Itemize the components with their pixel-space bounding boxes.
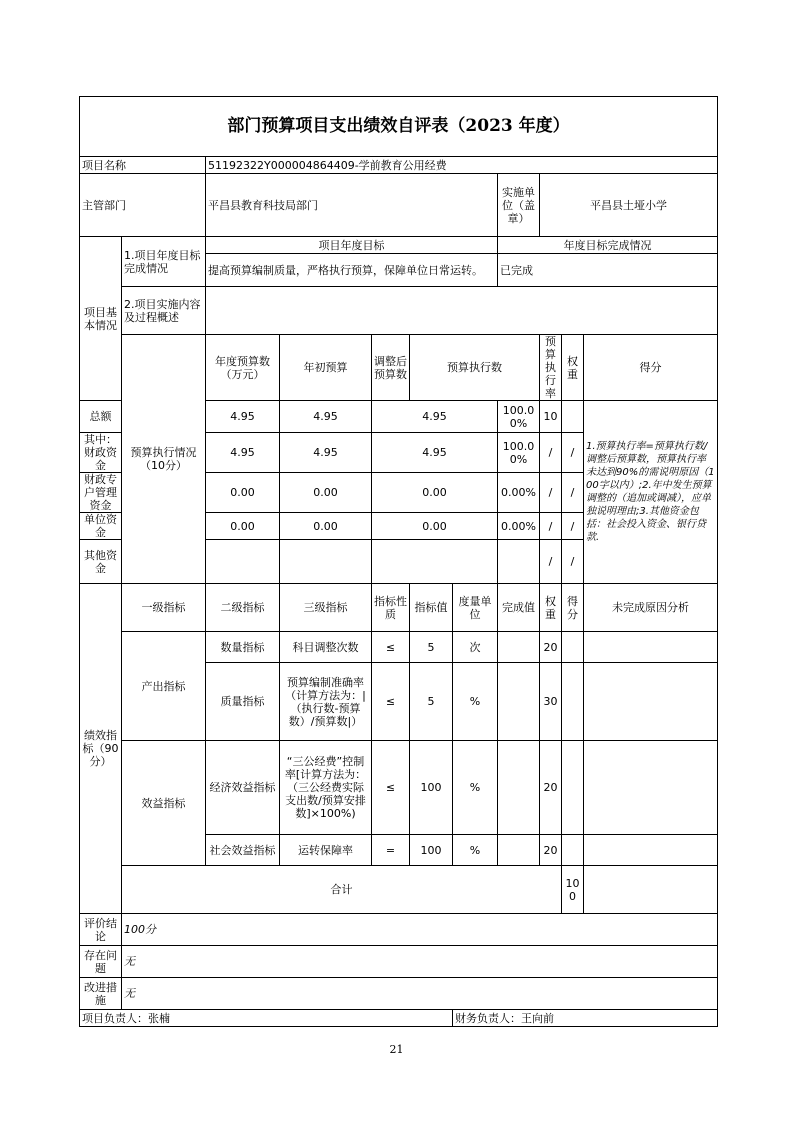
indicator-done: [498, 663, 540, 741]
indicator-score: [562, 835, 584, 866]
indicator-l2: 社会效益指标: [206, 835, 280, 866]
indicator-value: 5: [410, 663, 453, 741]
dept-value: 平昌县教育科技局部门: [206, 174, 498, 237]
measures-label: 改进措施: [80, 978, 122, 1010]
budget-row-weight: /: [540, 433, 562, 473]
measures-value: 无: [122, 978, 718, 1010]
total-weight: 100: [562, 866, 584, 914]
indicator-done: [498, 835, 540, 866]
output-indicator-label: 产出指标: [122, 632, 206, 741]
project-name-label: 项目名称: [80, 157, 206, 174]
goal-text: 提高预算编制质量，严格执行预算，保障单位日常运转。: [206, 254, 498, 287]
indicator-weight: 30: [540, 663, 562, 741]
indicator-done: [498, 741, 540, 835]
total-score: [584, 866, 718, 914]
budget-row-rate: 0.00%: [498, 473, 540, 513]
annual-budget-header: 年度预算数（万元）: [206, 335, 280, 401]
implementation-overview-label: 2.项目实施内容及过程概述: [122, 287, 206, 335]
budget-row-initial: 0.00: [206, 513, 280, 540]
indicator-value: 5: [410, 632, 453, 663]
level1-header: 一级指标: [122, 584, 206, 632]
budget-row-executed: 0.00: [372, 513, 498, 540]
executed-budget-header: 预算执行数: [410, 335, 540, 401]
budget-row-rate: 100.00%: [498, 401, 540, 433]
impl-unit-label: 实施单位（盖章）: [498, 174, 540, 237]
indicator-l3: 运转保障率: [280, 835, 372, 866]
indicator-l3: 预算编制准确率（计算方法为：|（执行数-预算数）/预算数|）: [280, 663, 372, 741]
issues-label: 存在问题: [80, 946, 122, 978]
budget-row-weight: /: [540, 513, 562, 540]
unfinished-reason-header: 未完成原因分析: [584, 584, 718, 632]
indicator-l2: 经济效益指标: [206, 741, 280, 835]
indicator-score: [562, 741, 584, 835]
budget-row-executed: 0.00: [372, 473, 498, 513]
indicator-score: [562, 632, 584, 663]
indicator-weight: 20: [540, 632, 562, 663]
budget-row-initial: 0.00: [206, 473, 280, 513]
indicator-unit: %: [453, 663, 498, 741]
indicator-value: 100: [410, 741, 453, 835]
budget-row-initial: 4.95: [206, 401, 280, 433]
done-value-header: 完成值: [498, 584, 540, 632]
budget-row-weight: /: [540, 473, 562, 513]
project-lead: 项目负责人：张楠: [80, 1010, 453, 1027]
indicator-reason: [584, 663, 718, 741]
budget-row-adjusted: 0.00: [280, 513, 372, 540]
indicator-nature: ≤: [372, 632, 410, 663]
indicator-reason: [584, 632, 718, 663]
goal-header: 项目年度目标: [206, 237, 498, 254]
indicator-value: 100: [410, 835, 453, 866]
indicator-nature: ≤: [372, 741, 410, 835]
finance-lead: 财务负责人：王向前: [453, 1010, 718, 1027]
budget-row-score: /: [562, 513, 584, 540]
budget-row-rate: [498, 540, 540, 584]
budget-row-executed: 4.95: [372, 401, 498, 433]
adjusted-budget-header: 调整后预算数: [372, 335, 410, 401]
budget-row-name: 单位资金: [80, 513, 122, 540]
target-value-header: 指标值: [410, 584, 453, 632]
budget-execution-label: 预算执行情况（10分）: [122, 335, 206, 584]
impl-unit-value: 平昌县土垭小学: [540, 174, 718, 237]
indicator-l3: 科目调整次数: [280, 632, 372, 663]
level3-header: 三级指标: [280, 584, 372, 632]
budget-row-adjusted: 4.95: [280, 433, 372, 473]
benefit-indicator-label: 效益指标: [122, 741, 206, 866]
level2-header: 二级指标: [206, 584, 280, 632]
indicator-reason: [584, 741, 718, 835]
completion-text: 已完成: [498, 254, 718, 287]
total-label: 合计: [122, 866, 562, 914]
performance-self-evaluation-table: [79, 96, 718, 1027]
nature-header: 指标性质: [372, 584, 410, 632]
dept-label: 主管部门: [80, 174, 206, 237]
budget-row-rate: 0.00%: [498, 513, 540, 540]
budget-row-name: 其中：财政资金: [80, 433, 122, 473]
page-title: 部门预算项目支出绩效自评表（2023 年度）: [80, 97, 718, 157]
budget-row-adjusted: 0.00: [280, 473, 372, 513]
budget-row-initial: 4.95: [206, 433, 280, 473]
indicator-nature: ≤: [372, 663, 410, 741]
budget-row-adjusted: 4.95: [280, 401, 372, 433]
budget-row-score: /: [562, 473, 584, 513]
indicator-score: [562, 663, 584, 741]
implementation-overview-text: [206, 287, 718, 335]
budget-row-adjusted: [280, 540, 372, 584]
indicator-unit: %: [453, 741, 498, 835]
indicator-nature: =: [372, 835, 410, 866]
budget-reason-note: 1.预算执行率=预算执行数/调整后预算数，预算执行率未达到90%的需说明原因（100字以内）;2.年中发生预算调整的（追加或调减），应单独说明理由;3.其他资金包括：社会投入资金、银行贷款.: [584, 401, 718, 584]
indicator-done: [498, 632, 540, 663]
perf-weight-header: 权重: [540, 584, 562, 632]
indicator-l2: 质量指标: [206, 663, 280, 741]
project-name-value: 51192322Y000004864409-学前教育公用经费: [206, 157, 718, 174]
conclusion-value: 100分: [122, 914, 718, 946]
indicator-l3: “三公经费”控制率[计算方法为：（三公经费实际支出数/预算安排数]×100%): [280, 741, 372, 835]
issues-value: 无: [122, 946, 718, 978]
execution-rate-header: 预算执行率: [540, 335, 562, 401]
budget-row-executed: 4.95: [372, 433, 498, 473]
score-header: 得分: [584, 335, 718, 401]
budget-row-name: 财政专户管理资金: [80, 473, 122, 513]
completion-header: 年度目标完成情况: [498, 237, 718, 254]
page-number: 21: [389, 1043, 404, 1056]
perf-score-header: 得分: [562, 584, 584, 632]
performance-indicators-label: 绩效指标（90分）: [80, 584, 122, 914]
weight-header: 权重: [562, 335, 584, 401]
budget-row-executed: [372, 540, 498, 584]
indicator-reason: [584, 835, 718, 866]
budget-row-rate: 100.00%: [498, 433, 540, 473]
budget-row-score: /: [562, 433, 584, 473]
budget-row-initial: [206, 540, 280, 584]
goal-completion-label: 1.项目年度目标完成情况: [122, 237, 206, 287]
unit-header: 度量单位: [453, 584, 498, 632]
indicator-weight: 20: [540, 741, 562, 835]
indicator-weight: 20: [540, 835, 562, 866]
indicator-unit: 次: [453, 632, 498, 663]
initial-budget-header: 年初预算: [280, 335, 372, 401]
budget-row-name: 其他资金: [80, 540, 122, 584]
basic-info-label: 项目基本情况: [80, 237, 122, 401]
conclusion-label: 评价结论: [80, 914, 122, 946]
budget-row-score: [562, 401, 584, 433]
indicator-l2: 数量指标: [206, 632, 280, 663]
budget-row-score: /: [562, 540, 584, 584]
indicator-unit: %: [453, 835, 498, 866]
budget-row-name: 总额: [80, 401, 122, 433]
budget-row-weight: /: [540, 540, 562, 584]
budget-row-weight: 10: [540, 401, 562, 433]
